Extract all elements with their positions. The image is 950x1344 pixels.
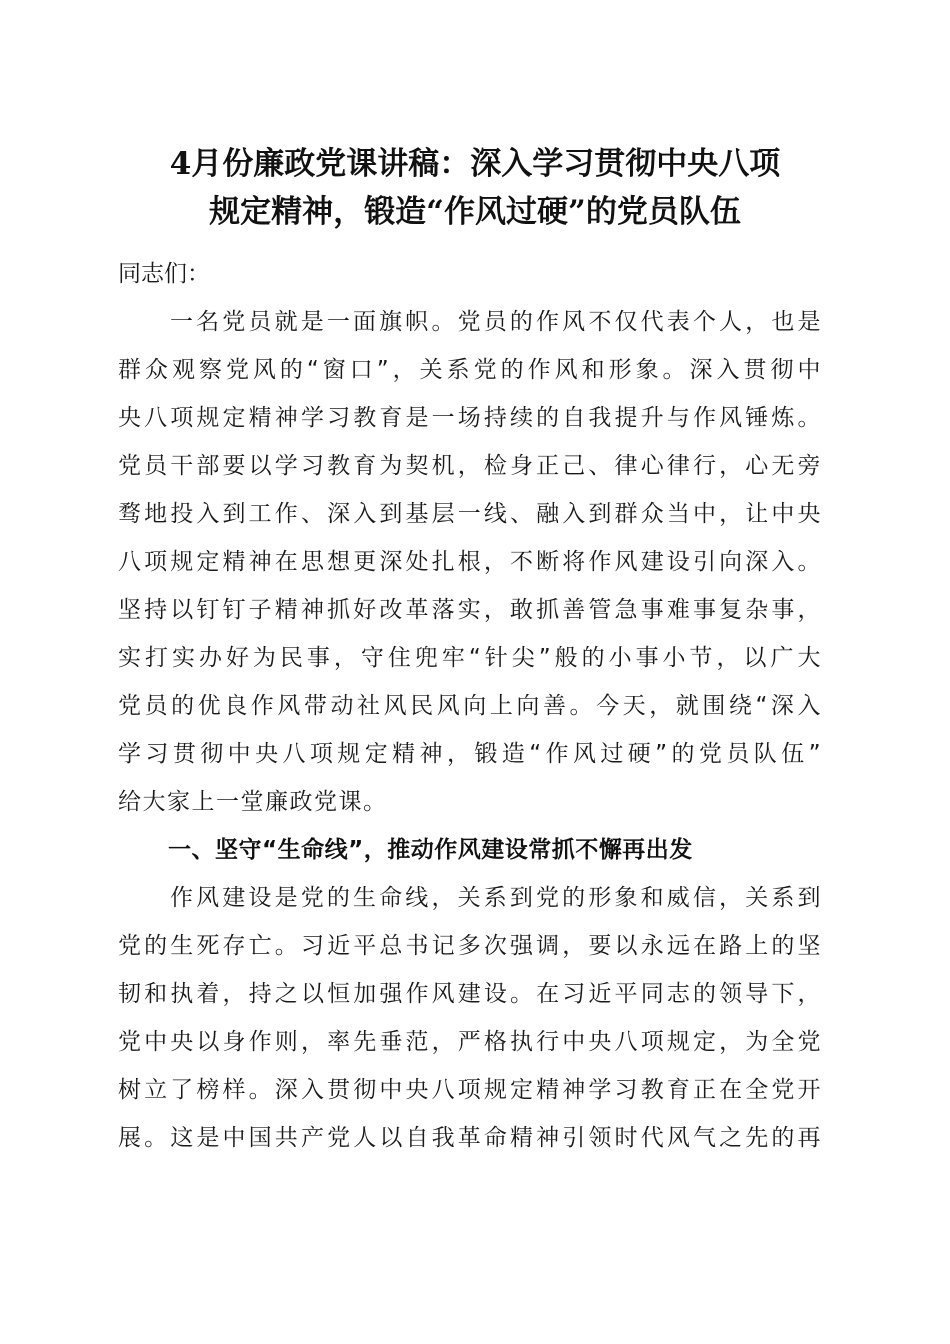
paragraph-line: 坚持以钉钉子精神抓好改革落实，敢抓善管急事难事复杂事，: [118, 597, 822, 623]
paragraph-line: 给大家上一堂廉政党课。: [118, 789, 388, 815]
greeting: 同志们：: [118, 261, 210, 287]
paragraph-line: 党员的优良作风带动社风民风向上向善。今天，就围绕“深入: [118, 693, 822, 719]
section-heading-1: 一、坚守“生命线”，推动作风建设常抓不懈再出发: [168, 837, 693, 863]
document-body: [118, 250, 822, 1162]
paragraph-line: 树立了榜样。深入贯彻中央八项规定精神学习教育正在全党开: [118, 1077, 822, 1103]
paragraph-intro: [118, 298, 822, 826]
paragraph-line: 学习贯彻中央八项规定精神，锻造“作风过硬”的党员队伍”: [118, 741, 822, 767]
title-line-2: 规定精神，锻造“作风过硬”的党员队伍: [209, 194, 741, 230]
paragraph-line: 群众观察党风的“窗口”，关系党的作风和形象。深入贯彻中: [118, 357, 822, 383]
paragraph-line: 央八项规定精神学习教育是一场持续的自我提升与作风锤炼。: [118, 405, 822, 431]
title-line-1: 4月份廉政党课讲稿：深入学习贯彻中央八项: [169, 146, 781, 182]
paragraph-line: 实打实办好为民事，守住兜牢“针尖”般的小事小节，以广大: [118, 645, 822, 671]
paragraph-line: 韧和执着，持之以恒加强作风建设。在习近平同志的领导下，: [118, 981, 822, 1007]
paragraph-line: 党员干部要以学习教育为契机，检身正己、律心律行，心无旁: [118, 453, 822, 479]
paragraph-line: 八项规定精神在思想更深处扎根，不断将作风建设引向深入。: [118, 549, 822, 575]
paragraph-line: 一名党员就是一面旗帜。党员的作风不仅代表个人，也是: [170, 309, 822, 335]
paragraph-line: 展。这是中国共产党人以自我革命精神引领时代风气之先的再: [118, 1125, 822, 1151]
paragraph-line: 党中央以身作则，率先垂范，严格执行中央八项规定，为全党: [118, 1029, 822, 1055]
paragraph-section-1: [118, 874, 822, 1162]
paragraph-line: 骛地投入到工作、深入到基层一线、融入到群众当中，让中央: [118, 501, 822, 527]
paragraph-line: 党的生死存亡。习近平总书记多次强调，要以永远在路上的坚: [118, 933, 822, 959]
document-title: [110, 140, 840, 236]
paragraph-line: 作风建设是党的生命线，关系到党的形象和威信，关系到: [170, 885, 822, 911]
